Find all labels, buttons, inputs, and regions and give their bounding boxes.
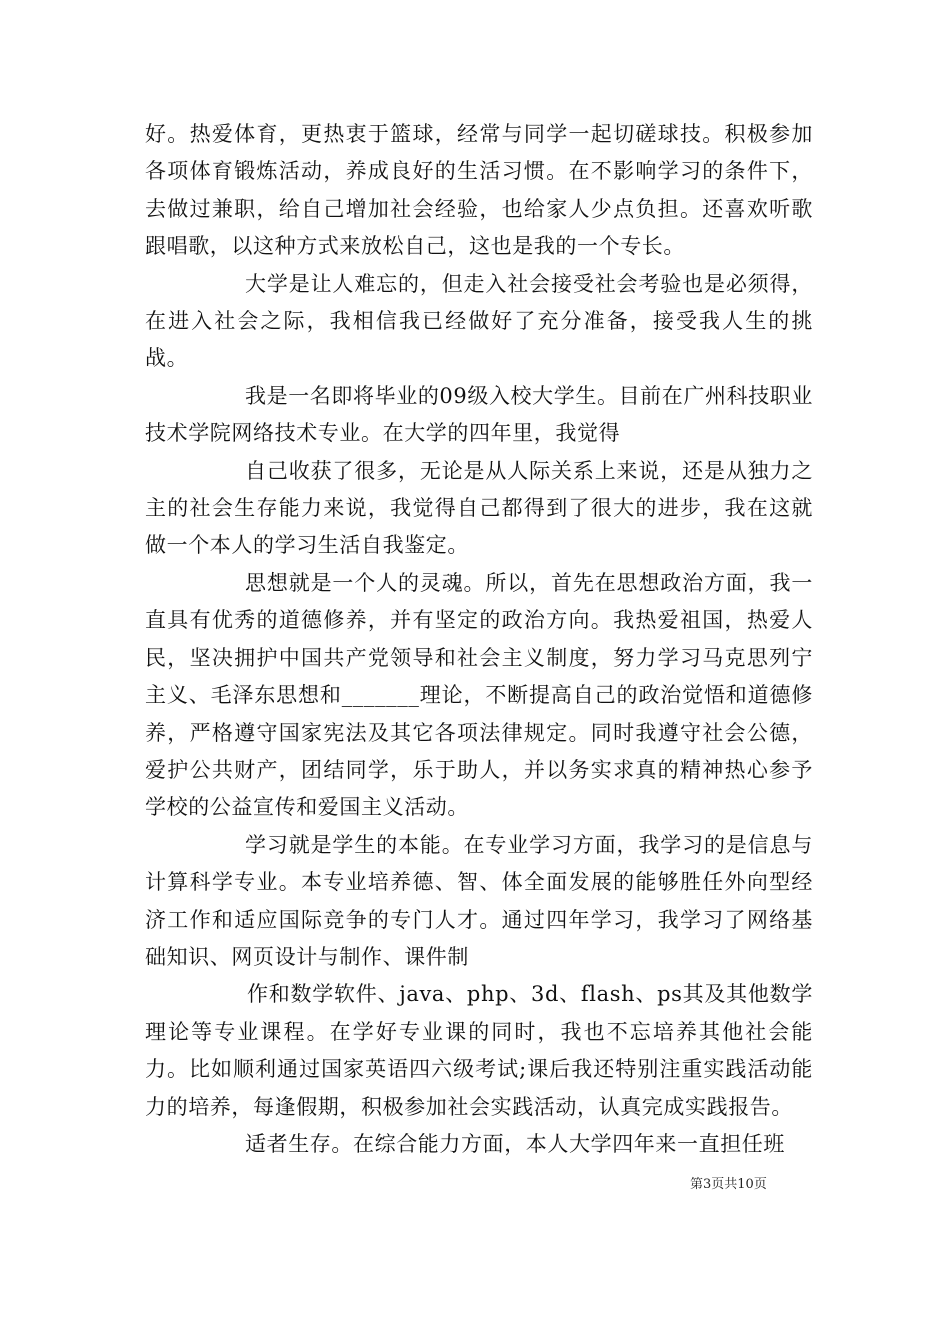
paragraph-gains: 自己收获了很多，无论是从人际关系上来说，还是从独力之主的社会生存能力来说，我觉得自己都得到了很大的进步，我在这就做一个本人的学习生活自我鉴定。 — [145, 458, 813, 558]
paragraph-courses: 作和数学软件、java、php、3d、flash、ps其及其他数学理论等专业课程。在学好专业课的同时，我也不忘培养其他社会能力。比如顺利通过国家英语四六级考试;课后我还特别注重实践活动能力的培养，每逢假期，积极参加社会实践活动，认真完成实践报告。 — [145, 982, 813, 1119]
paragraph-university-society: 大学是让人难忘的，但走入社会接受社会考验也是必须得，在进入社会之际，我相信我已经做好了充分准备，接受我人生的挑战。 — [145, 271, 813, 371]
paragraph-introduction: 我是一名即将毕业的09级入校大学生。目前在广州科技职业技术学院网络技术专业。在大学的四年里，我觉得 — [145, 383, 813, 446]
page-number-footer: 第3页共10页 — [690, 1177, 767, 1192]
paragraph-ideology: 思想就是一个人的灵魂。所以，首先在思想政治方面，我一直具有优秀的道德修养，并有坚定的政治方向。我热爱祖国，热爱人民，坚决拥护中国共产党领导和社会主义制度，努力学习马克思列宁主义、毛泽东思想和_______理论，不断提高自己的政治觉悟和道德修养，严格遵守国家宪法及其它各项法律规定。同时我遵守社会公德，爱护公共财产，团结同学，乐于助人，并以务实求真的精神热心参予学校的公益宣传和爱国主义活动。 — [145, 570, 813, 820]
document-body — [145, 116, 813, 1163]
paragraph-hobbies: 好。热爱体育，更热衷于篮球，经常与同学一起切磋球技。积极参加各项体育锻炼活动，养成良好的生活习惯。在不影响学习的条件下，去做过兼职，给自己增加社会经验，也给家人少点负担。还喜欢听歌跟唱歌，以这种方式来放松自己，这也是我的一个专长。 — [145, 122, 813, 259]
paragraph-abilities: 适者生存。在综合能力方面，本人大学四年来一直担任班 — [245, 1131, 785, 1156]
paragraph-study: 学习就是学生的本能。在专业学习方面，我学习的是信息与计算科学专业。本专业培养德、智、体全面发展的能够胜任外向型经济工作和适应国际竞争的专门人才。通过四年学习，我学习了网络基础知识、网页设计与制作、课件制 — [145, 832, 813, 969]
